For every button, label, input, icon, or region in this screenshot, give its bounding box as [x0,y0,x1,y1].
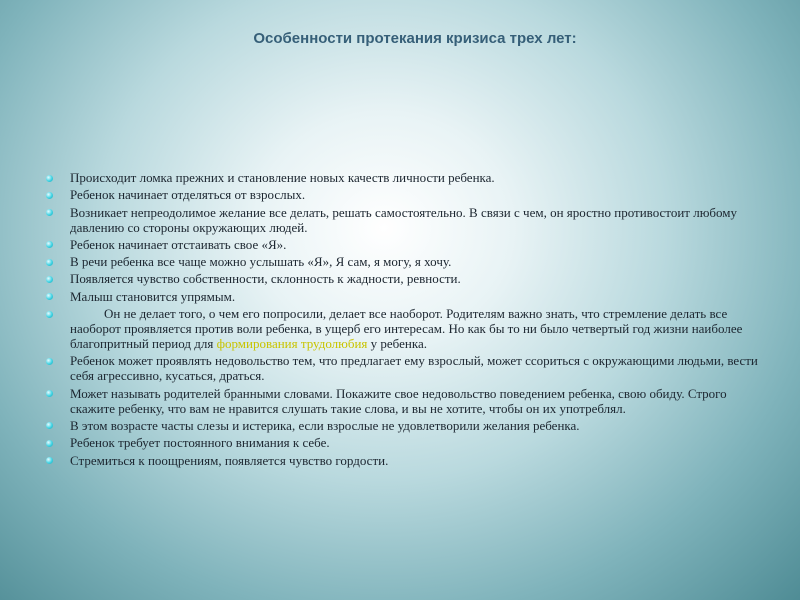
list-item: В речи ребенка все чаще можно услышать «Я», Я сам, я могу, я хочу. [44,254,764,269]
bullet-icon [46,209,53,216]
list-item: Ребенок начинает отстаивать свое «Я». [44,237,764,252]
list-item: Возникает непреодолимое желание все делать, решать самостоятельно. В связи с чем, он яростно противостоит любому давлению со стороны окружающих людей. [44,205,764,235]
list-item: Стремиться к поощрениям, появляется чувство гордости. [44,453,764,468]
bullet-icon [46,390,53,397]
bullet-icon [46,241,53,248]
list-item: Может называть родителей бранными словами. Покажите свое недовольство поведением ребенка, свою обиду. Строго скажите ребенку, что вам не нравится слушать такие слова, и вы не хотите, чтобы он их употреблял. [44,386,764,416]
list-item: Происходит ломка прежних и становление новых качеств личности ребенка. [44,170,764,185]
list-item: Ребенок начинает отделяться от взрослых. [44,187,764,202]
list-item: Малыш становится упрямым. [44,289,764,304]
bullet-icon [46,175,53,182]
bullet-icon [46,422,53,429]
list-item: Он не делает того, о чем его попросили, делает все наоборот. Родителям важно знать, что стремление делать все наоборот проявляется против воли ребенка, в ущерб его интересам. Но как бы то ни было четвертый год жизни наиболее благопритный период для формирования трудолюбия у ребенка. [44,306,764,351]
list-item: Ребенок может проявлять недовольство тем, что предлагает ему взрослый, может ссориться с окружающими людьми, вести себя агрессивно, кусаться, драться. [44,353,764,383]
bullet-icon [46,293,53,300]
bullet-icon [46,276,53,283]
list-item: Появляется чувство собственности, склонность к жадности, ревности. [44,271,764,286]
slide-title: Особенности протекания кризиса трех лет: [253,30,577,47]
bullet-icon [46,259,53,266]
bullet-icon [46,457,53,464]
list-item: В этом возрасте часты слезы и истерика, если взрослые не удовлетворили желания ребенка. [44,418,764,433]
highlighted-link[interactable]: формирования трудолюбия [216,336,368,352]
bullet-icon [46,192,53,199]
bullet-icon [46,358,53,365]
list-item: Ребенок требует постоянного внимания к себе. [44,435,764,450]
bullet-icon [46,440,53,447]
bullet-icon [46,311,53,318]
bullet-list [44,170,764,470]
